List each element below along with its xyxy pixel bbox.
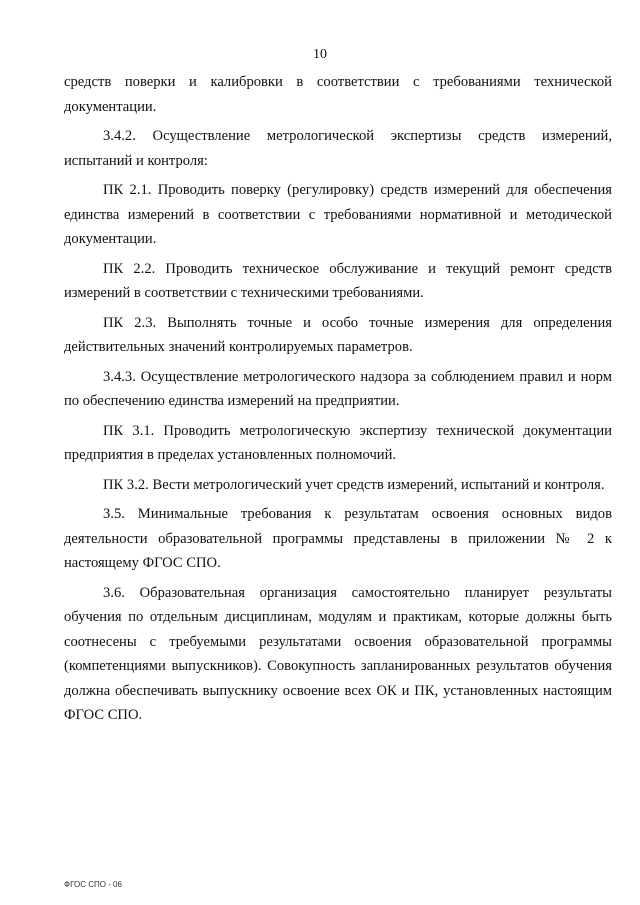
paragraph-pk-2-3: ПК 2.3. Выполнять точные и особо точные измерения для определения действительных значений контролируемых параметров. [64,314,612,355]
paragraph-section-3-6: 3.6. Образовательная организация самостоятельно планирует результаты обучения по отдельным дисциплинам, модулям и практикам, которые должны быть соотнесены с требуемыми результатами освоения образовательной программы (компетенциями выпускников). Совокупность запланированных результатов обучения должна обеспечивать выпускнику освоение всех ОК и ПК, установленных настоящим ФГОС СПО. [64,584,612,723]
page-number: 10 [313,47,327,62]
page-footer: ФГОС СПО - 06 [64,880,122,889]
document-body [64,70,612,733]
paragraph-pk-2-2: ПК 2.2. Проводить техническое обслуживание и текущий ремонт средств измерений в соответствии с техническими требованиями. [64,260,612,301]
paragraph-section-3-4-3: 3.4.3. Осуществление метрологического надзора за соблюдением правил и норм по обеспечению единства измерений на предприятии. [64,368,612,409]
paragraph-continuation: средств поверки и калибровки в соответствии с требованиями технической документации. [64,74,612,115]
paragraph-section-3-4-2: 3.4.2. Осуществление метрологической экспертизы средств измерений, испытаний и контроля: [64,128,612,169]
paragraph-section-3-5: 3.5. Минимальные требования к результатам освоения основных видов деятельности образовательной программы представлены в приложении № 2 к настоящему ФГОС СПО. [64,506,612,571]
paragraph-pk-3-2: ПК 3.2. Вести метрологический учет средств измерений, испытаний и контроля. [103,476,605,493]
paragraph-pk-3-1: ПК 3.1. Проводить метрологическую экспертизу технической документации предприятия в пределах установленных полномочий. [64,422,612,463]
paragraph-pk-2-1: ПК 2.1. Проводить поверку (регулировку) средств измерений для обеспечения единства измерений в соответствии с требованиями нормативной и методической документации. [64,182,612,247]
